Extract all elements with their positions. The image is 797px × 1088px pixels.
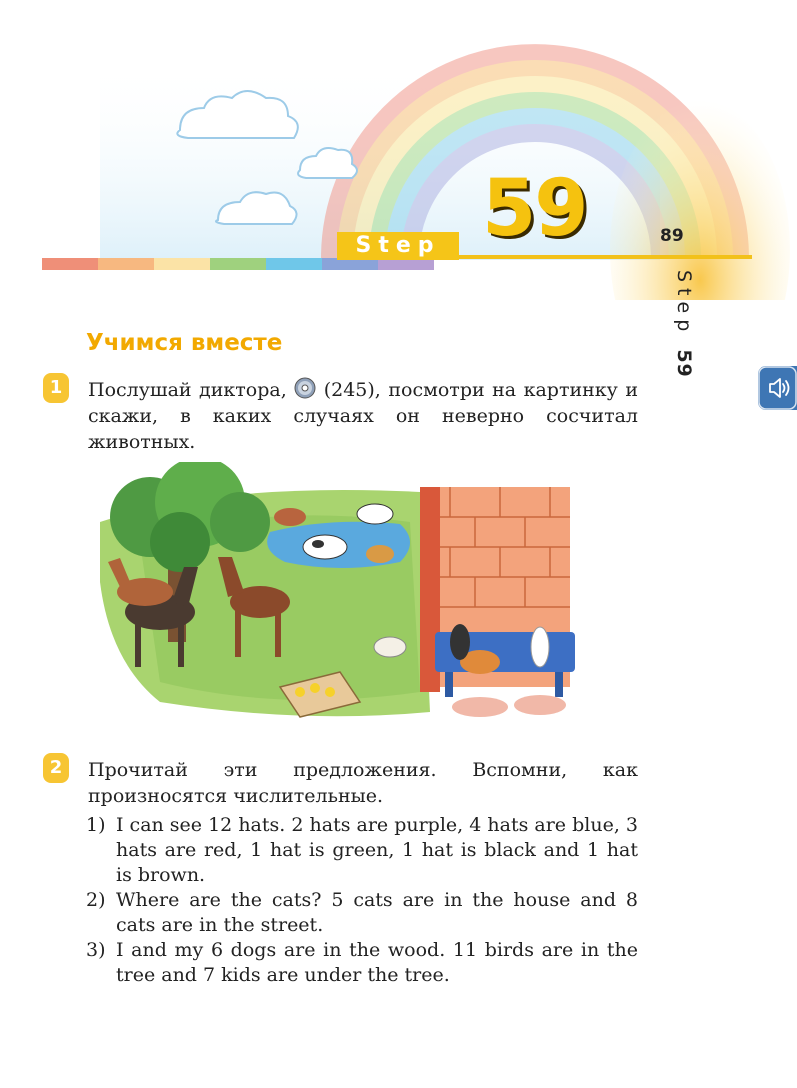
sentence-list xyxy=(86,813,638,988)
stripe-segment xyxy=(210,258,266,270)
audio-track-reference: (245), xyxy=(323,379,381,401)
side-step-word: Step xyxy=(673,270,695,338)
task-number-badge: 2 xyxy=(43,753,69,783)
task1-instruction xyxy=(88,377,638,455)
audio-cd-icon[interactable] xyxy=(294,377,316,399)
list-item-number: 2) xyxy=(86,889,106,911)
stripe-segment xyxy=(42,258,98,270)
section-title: Учимся вместе xyxy=(86,330,283,356)
audio-play-button[interactable] xyxy=(758,366,797,410)
list-item-text: I and my 6 dogs are in the wood. 11 birds are in the tree and 7 kids are under the tree. xyxy=(116,939,638,986)
task1-text-start: Послушай диктора, xyxy=(88,379,287,401)
stripe-segment xyxy=(266,258,322,270)
list-item-text: Where are the cats? 5 cats are in the house and 8 cats are in the street. xyxy=(116,889,638,936)
side-step-label xyxy=(665,270,695,410)
step-label: Step xyxy=(337,232,459,260)
stripe-segment xyxy=(98,258,154,270)
task2-instruction: Прочитай эти предложения. Вспомни, как произносятся числительные. xyxy=(88,759,638,807)
farm-animals-illustration xyxy=(100,462,592,724)
stripe-segment xyxy=(154,258,210,270)
task-number-badge: 1 xyxy=(43,373,69,403)
step-number: 59 xyxy=(482,164,587,254)
task1-text-end: посмотри на картинку и скажи, в каких случаях он неверно сосчитал животных. xyxy=(88,379,638,453)
list-item-number: 1) xyxy=(86,814,106,836)
list-item xyxy=(86,938,638,988)
list-item xyxy=(86,888,638,938)
page-number: 89 xyxy=(660,226,684,246)
speaker-icon xyxy=(758,366,797,410)
side-step-number: 59 xyxy=(673,349,695,378)
list-item-number: 3) xyxy=(86,939,106,961)
header-gold-line xyxy=(432,255,752,259)
list-item xyxy=(86,813,638,888)
list-item-text: I can see 12 hats. 2 hats are purple, 4 hats are blue, 3 hats are red, 1 hat is green, 1 hat is black and 1 hat is brown. xyxy=(116,814,638,886)
